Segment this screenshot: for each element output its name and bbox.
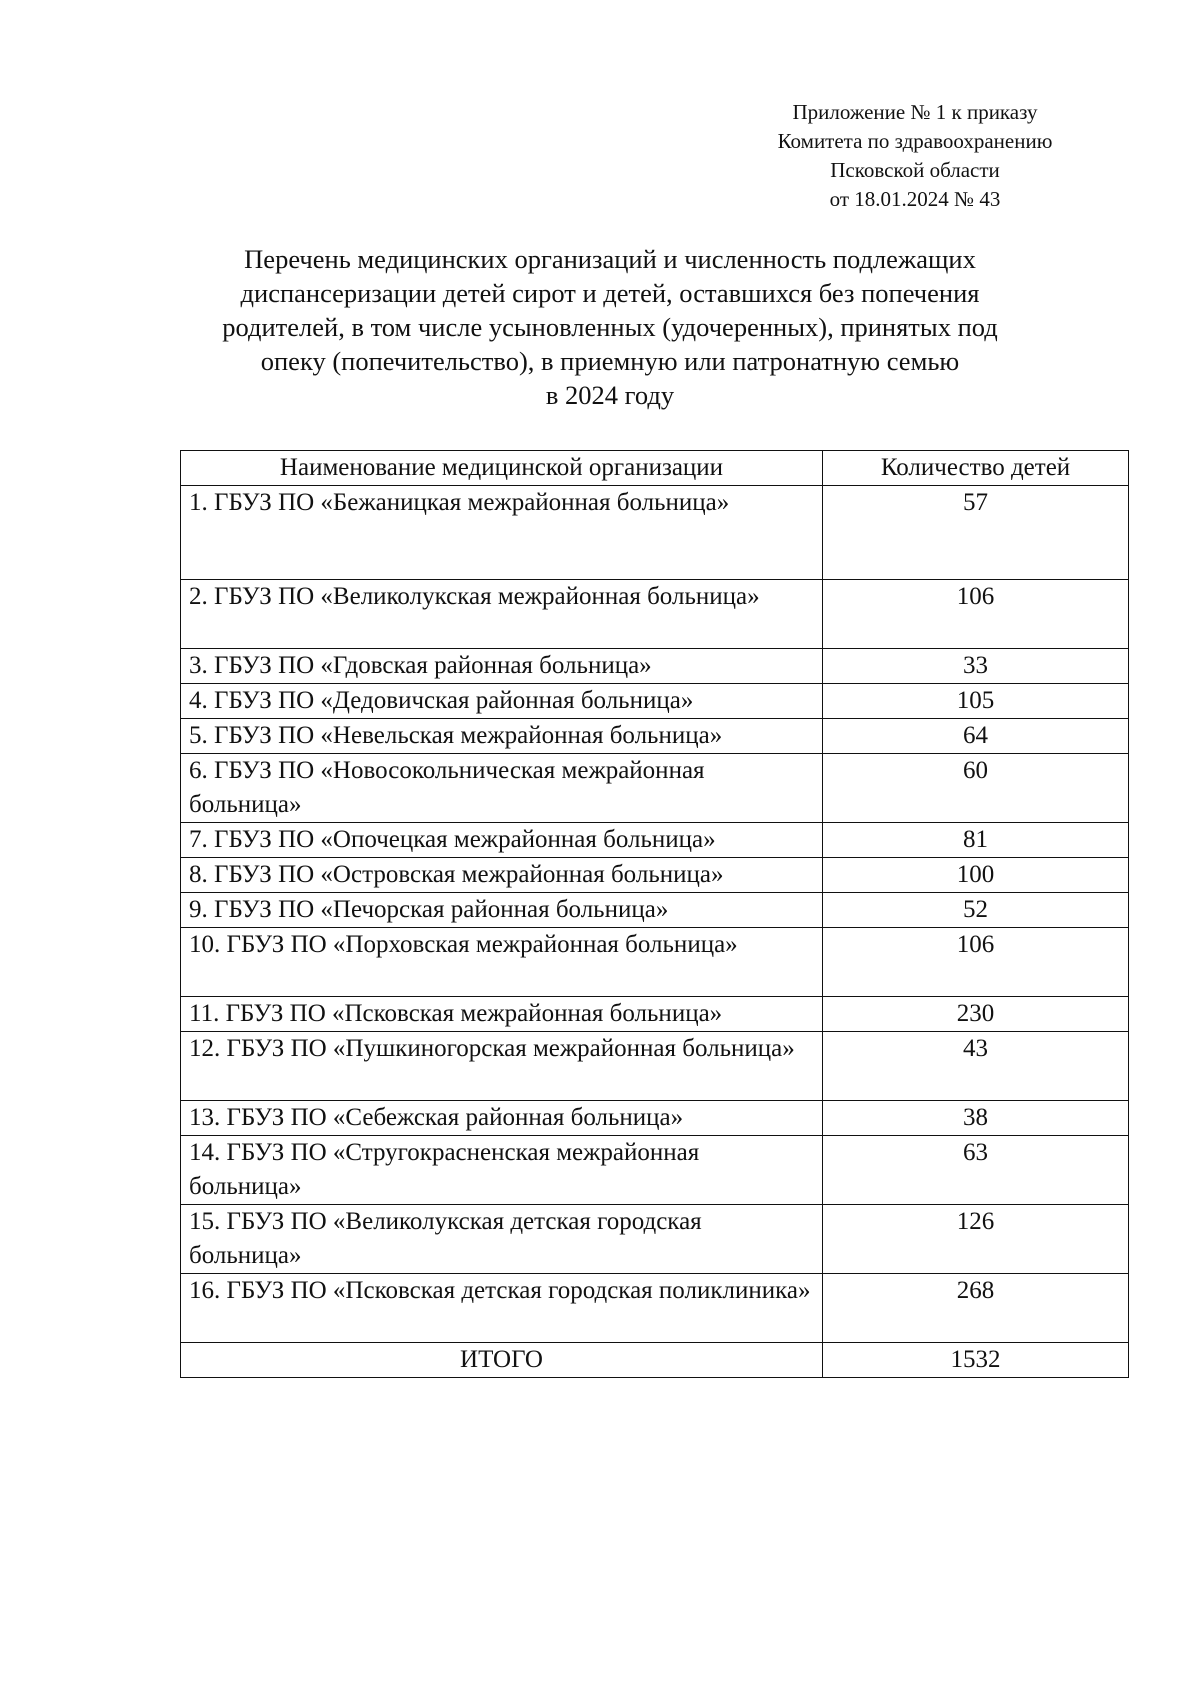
table-row: [181, 823, 1129, 858]
children-count: 81: [823, 823, 1129, 858]
table-row: [181, 649, 1129, 684]
title-line-3: родителей, в том числе усыновленных (удочеренных), принятых под: [222, 312, 998, 342]
organization-name: 3. ГБУЗ ПО «Гдовская районная больница»: [181, 649, 823, 684]
children-count: 33: [823, 649, 1129, 684]
title-line-1: Перечень медицинских организаций и численность подлежащих: [244, 244, 976, 274]
children-count: 57: [823, 486, 1129, 580]
table-row: [181, 1136, 1129, 1205]
annex-header: [760, 98, 1070, 214]
organization-name: 4. ГБУЗ ПО «Дедовичская районная больница»: [181, 684, 823, 719]
title-line-2: диспансеризации детей сирот и детей, оставшихся без попечения: [240, 278, 980, 308]
annex-line-4: от 18.01.2024 № 43: [829, 187, 1001, 211]
annex-line-2: Комитета по здравоохранению: [777, 129, 1053, 153]
children-count: 38: [823, 1101, 1129, 1136]
organization-name: 13. ГБУЗ ПО «Себежская районная больница»: [181, 1101, 823, 1136]
children-count: 106: [823, 928, 1129, 997]
organization-name: 10. ГБУЗ ПО «Порховская межрайонная больница»: [181, 928, 823, 997]
organization-name: 2. ГБУЗ ПО «Великолукская межрайонная больница»: [181, 580, 823, 649]
table-row: [181, 486, 1129, 580]
table-row: [181, 1205, 1129, 1274]
table-row: [181, 580, 1129, 649]
annex-line-3: Псковской области: [830, 158, 1000, 182]
annex-line-1: Приложение № 1 к приказу: [792, 100, 1038, 124]
table-row: [181, 893, 1129, 928]
children-count: 60: [823, 754, 1129, 823]
children-count: 64: [823, 719, 1129, 754]
table-row: [181, 719, 1129, 754]
children-count: 106: [823, 580, 1129, 649]
organizations-table: [180, 450, 1129, 1378]
children-count: 52: [823, 893, 1129, 928]
total-row: [181, 1343, 1129, 1378]
table-header-row: [181, 451, 1129, 486]
children-count: 100: [823, 858, 1129, 893]
organization-name: 6. ГБУЗ ПО «Новосокольническая межрайонная больница»: [181, 754, 823, 823]
table-row: [181, 1101, 1129, 1136]
children-count: 43: [823, 1032, 1129, 1101]
organization-name: 14. ГБУЗ ПО «Стругокрасненская межрайонная больница»: [181, 1136, 823, 1205]
organization-name: 16. ГБУЗ ПО «Псковская детская городская поликлиника»: [181, 1274, 823, 1343]
total-count: 1532: [823, 1343, 1129, 1378]
total-label: ИТОГО: [181, 1343, 823, 1378]
header-children-count: Количество детей: [823, 451, 1129, 486]
children-count: 63: [823, 1136, 1129, 1205]
document-title: [150, 242, 1070, 412]
table-row: [181, 1032, 1129, 1101]
organization-name: 5. ГБУЗ ПО «Невельская межрайонная больница»: [181, 719, 823, 754]
table-row: [181, 684, 1129, 719]
organization-name: 11. ГБУЗ ПО «Псковская межрайонная больница»: [181, 997, 823, 1032]
table-row: [181, 858, 1129, 893]
organization-name: 9. ГБУЗ ПО «Печорская районная больница»: [181, 893, 823, 928]
title-line-4: опеку (попечительство), в приемную или патронатную семью: [260, 346, 960, 376]
table-row: [181, 997, 1129, 1032]
children-count: 230: [823, 997, 1129, 1032]
title-line-5: в 2024 году: [545, 380, 675, 410]
organization-name: 7. ГБУЗ ПО «Опочецкая межрайонная больница»: [181, 823, 823, 858]
table-row: [181, 754, 1129, 823]
header-organization-name: Наименование медицинской организации: [181, 451, 823, 486]
children-count: 105: [823, 684, 1129, 719]
table-row: [181, 1274, 1129, 1343]
organization-name: 15. ГБУЗ ПО «Великолукская детская городская больница»: [181, 1205, 823, 1274]
organization-name: 1. ГБУЗ ПО «Бежаницкая межрайонная больница»: [181, 486, 823, 580]
table-row: [181, 928, 1129, 997]
children-count: 268: [823, 1274, 1129, 1343]
organization-name: 12. ГБУЗ ПО «Пушкиногорская межрайонная больница»: [181, 1032, 823, 1101]
organization-name: 8. ГБУЗ ПО «Островская межрайонная больница»: [181, 858, 823, 893]
children-count: 126: [823, 1205, 1129, 1274]
